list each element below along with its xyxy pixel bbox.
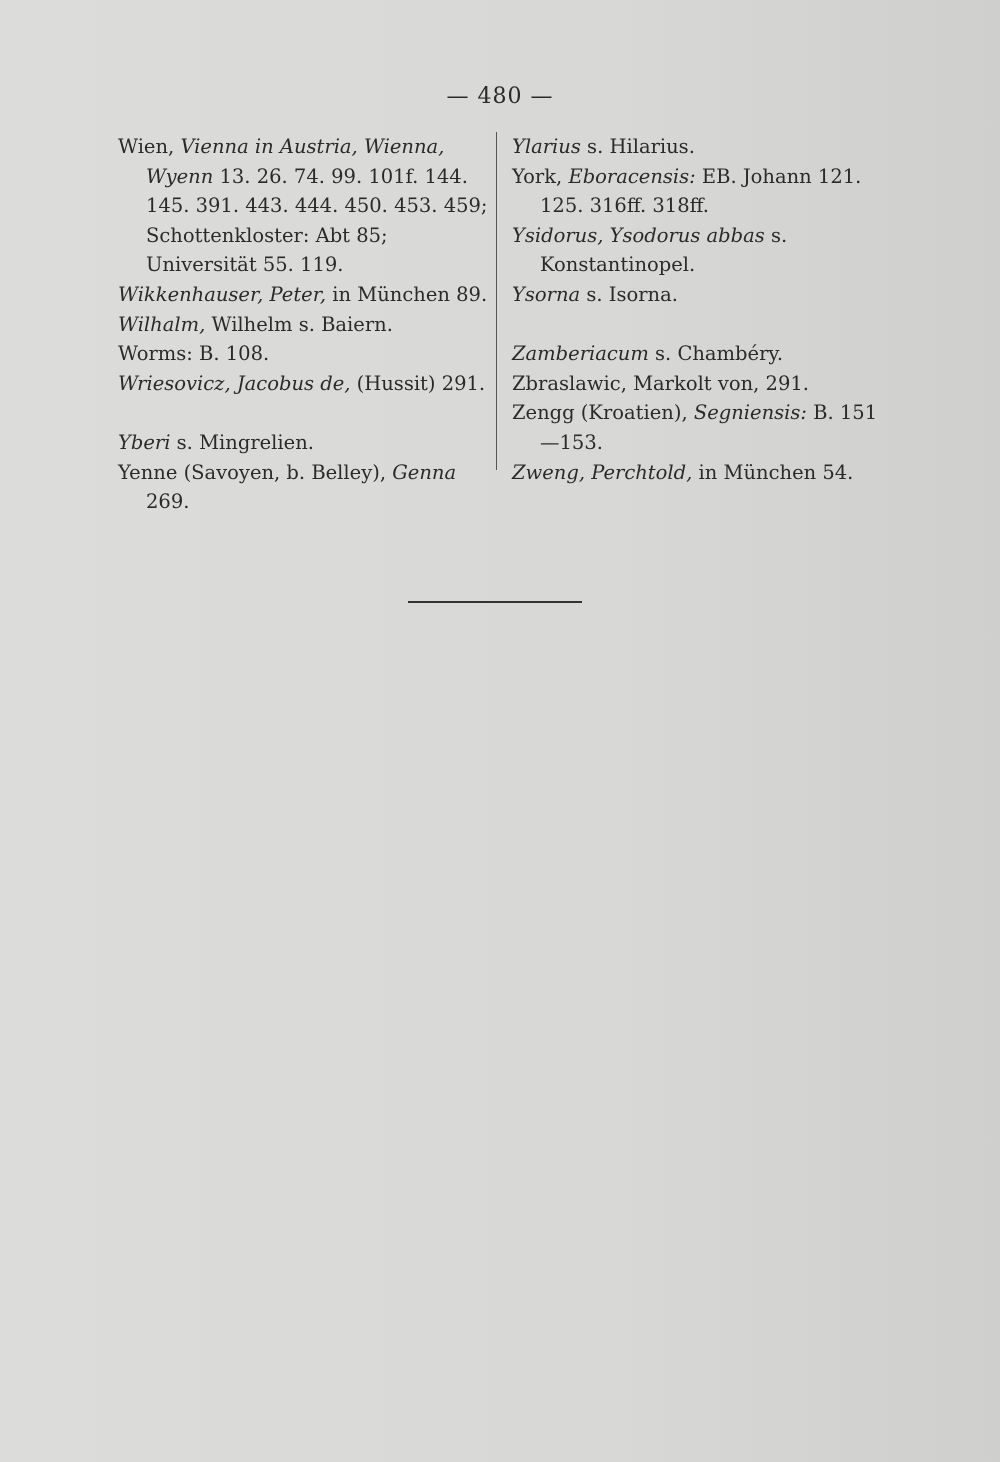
entry-text: in München 54. [692, 460, 854, 484]
index-entry-zengg [512, 398, 892, 457]
entry-text: s. Isorna. [580, 282, 678, 306]
entry-text: Zweng, Perchtold, [512, 460, 693, 484]
index-column-left [118, 132, 488, 517]
index-entry-worms [118, 339, 488, 369]
entry-text: Zbraslawic, Markolt von, 291. [512, 371, 809, 395]
index-entry-wien [118, 132, 488, 280]
page-number: — 480 — [446, 84, 554, 109]
entry-text: s. Mingrelien. [170, 430, 314, 454]
entry-text: Wilhalm, [118, 312, 206, 336]
entry-text: Ysidorus, Ysodorus abbas [512, 223, 765, 247]
index-entry-ysidorus [512, 221, 892, 280]
entry-text: Eboracensis: [568, 164, 696, 188]
entry-text: Segniensis: [693, 401, 807, 425]
entry-text: (Hussit) 291. [350, 371, 486, 395]
entry-text: Zengg (Kroatien), [512, 401, 694, 425]
index-entry-ylarius [512, 132, 892, 162]
entry-text: s. Chambéry. [648, 342, 784, 366]
entry-text: Zamberiacum [512, 342, 649, 366]
index-entry-zamberiacum [512, 339, 892, 369]
index-entry-yberi [118, 428, 488, 458]
index-entry-york [512, 162, 892, 221]
entry-text: Worms: B. 108. [118, 342, 270, 366]
end-rule [408, 601, 582, 603]
entry-text: Wikkenhauser, Peter, [118, 282, 327, 306]
entry-text: Ysorna [512, 282, 581, 306]
entry-text: Yenne (Savoyen, b. Belley), [118, 460, 393, 484]
entry-text: York, [512, 164, 569, 188]
index-entry-wikkenhauser [118, 280, 488, 310]
entry-text: Wriesovicz, Jacobus de, [118, 371, 351, 395]
entry-text: Vienna in Austria, Wienna, Wyenn [146, 135, 445, 188]
index-entry-zweng [512, 458, 892, 488]
index-entry-ysorna [512, 280, 892, 310]
index-entry-wilhalm [118, 310, 488, 340]
entry-text: B. 151—153. [540, 401, 878, 454]
entry-text: Genna [392, 460, 457, 484]
entry-text: Yberi [118, 430, 171, 454]
entry-text: s. Hilarius. [580, 135, 695, 158]
entry-text: s. Konstantinopel. [540, 223, 788, 277]
entry-text: Wilhelm s. Baiern. [205, 312, 393, 336]
entry-text: Ylarius [512, 135, 581, 158]
entry-text: Wien, [118, 135, 181, 158]
index-entry-wriesovicz [118, 369, 488, 399]
entry-text: 13. 26. 74. 99. 101f. 144. 145. 391. 443. 444. 450. 453. 459; Schottenkloster: Abt 85; Universität 55. 119. [146, 164, 488, 277]
entry-text: EB. Johann 121. 125. 316ff. 318ff. [540, 164, 862, 218]
index-column-right [512, 132, 892, 487]
index-entry-zbraslawic [512, 369, 892, 399]
entry-text: in München 89. [326, 282, 488, 306]
entry-text: 269. [146, 490, 190, 514]
index-entry-yenne [118, 458, 488, 517]
column-divider [496, 132, 497, 470]
